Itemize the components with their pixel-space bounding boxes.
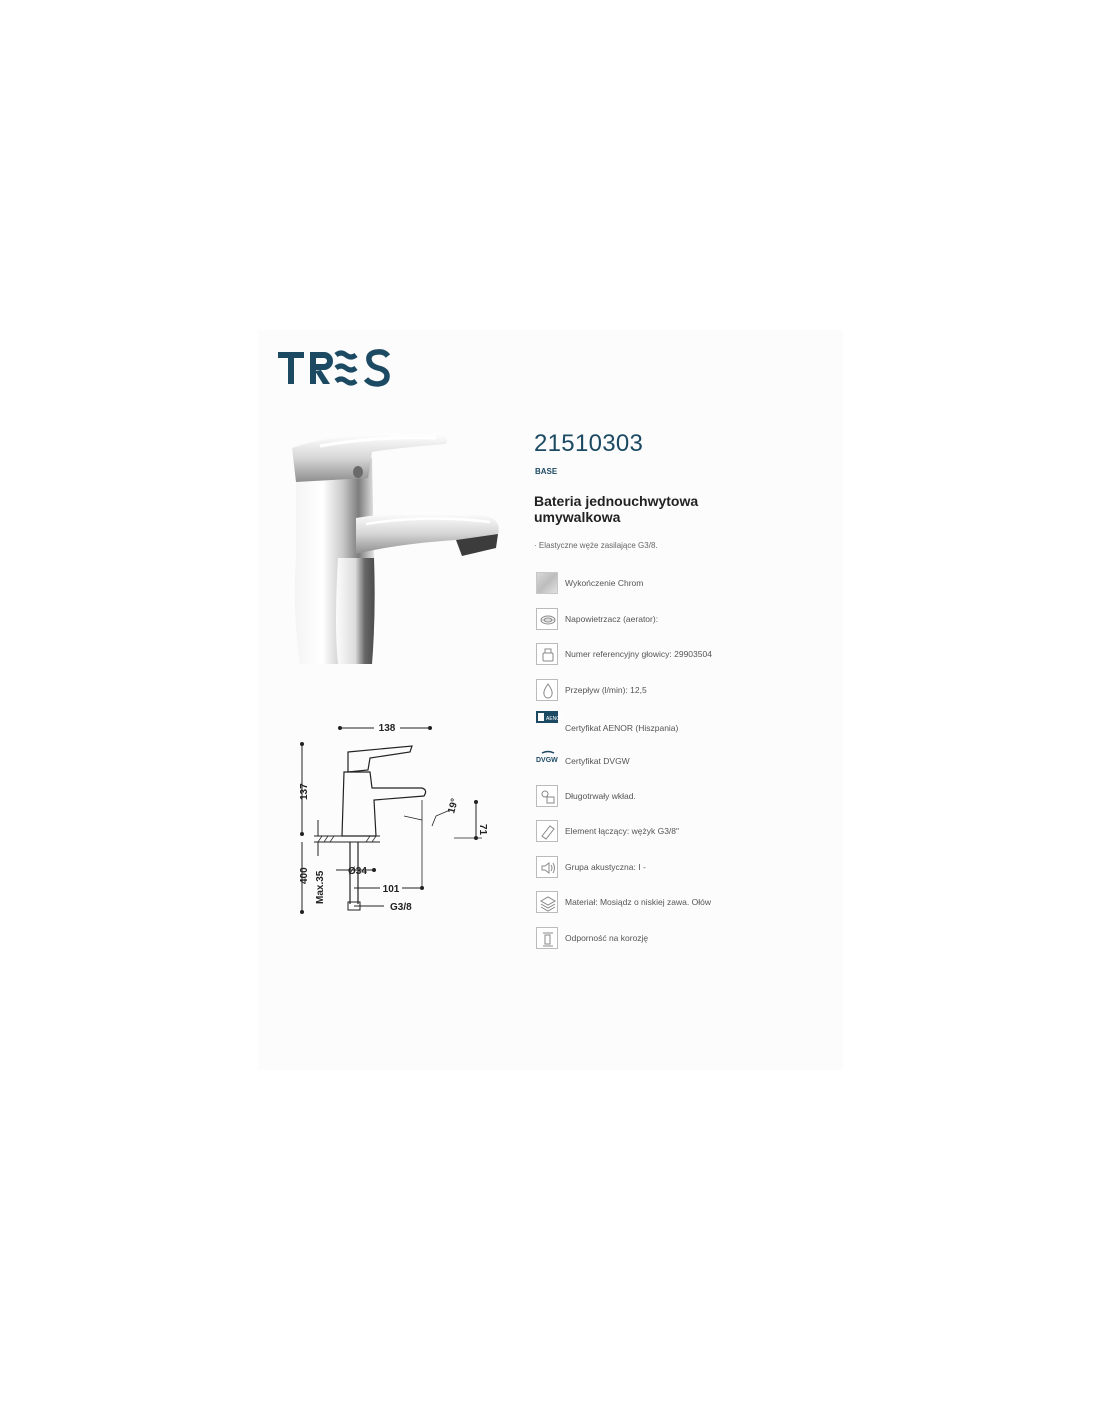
water-drop-icon [536,679,558,701]
dimension-drawing [294,716,490,922]
feature-label: Element łączący: wężyk G3/8" [565,826,680,836]
aerator-icon [536,608,558,630]
product-note: · Elastyczne węże zasilające G3/8. [534,541,658,550]
spout-angle-label: 19° [446,797,461,815]
aenor-logo-icon [536,711,564,733]
feature-label: Grupa akustyczna: I - [565,862,646,872]
feature-label: Przepływ (l/min): 12,5 [565,685,647,695]
feature-label: Napowietrzacz (aerator): [565,614,659,624]
feature-label: Odporność na korozję [565,933,649,943]
height-label: 137 [299,783,310,800]
durable-cartridge-icon [536,785,558,807]
tres-logo [276,346,396,390]
material-layers-icon [536,891,558,913]
product-code: 21510303 [534,430,644,457]
faucet-product-photo [276,428,508,668]
spout-height-label: 71 [477,824,488,836]
spout-reach-label: 101 [382,884,400,895]
chrome-swatch-icon [536,572,558,594]
cartridge-icon [536,643,558,665]
total-length-label: 400 [299,867,310,884]
aenor-mark: AENOR [546,716,564,722]
dvgw-logo-icon [536,750,558,772]
dvgw-mark: DVGW [536,757,558,764]
feature-label: Długotrwały wkład. [565,791,636,801]
hole-diameter-label: Ø34 [348,866,367,877]
feature-label: Numer referencyjny głowicy: 29903504 [565,649,712,659]
corrosion-test-icon [536,927,558,949]
hose-icon [536,820,558,842]
product-series: BASE [535,467,558,476]
feature-label: Certyfikat DVGW [565,756,630,766]
speaker-icon [536,856,558,878]
width-label: 138 [378,723,396,734]
feature-label: Materiał: Mosiądz o niskiej zawa. Ołów [565,897,711,907]
feature-label: Wykończenie Chrom [565,578,644,588]
feature-label: Certyfikat AENOR (Hiszpania) [565,723,679,733]
max-thickness-label: Max.35 [315,870,326,904]
product-title: Bateria jednouchwytowa umywalkowa [534,493,699,525]
tres-logo-mark [276,346,396,390]
thread-label: G3/8 [390,902,412,913]
